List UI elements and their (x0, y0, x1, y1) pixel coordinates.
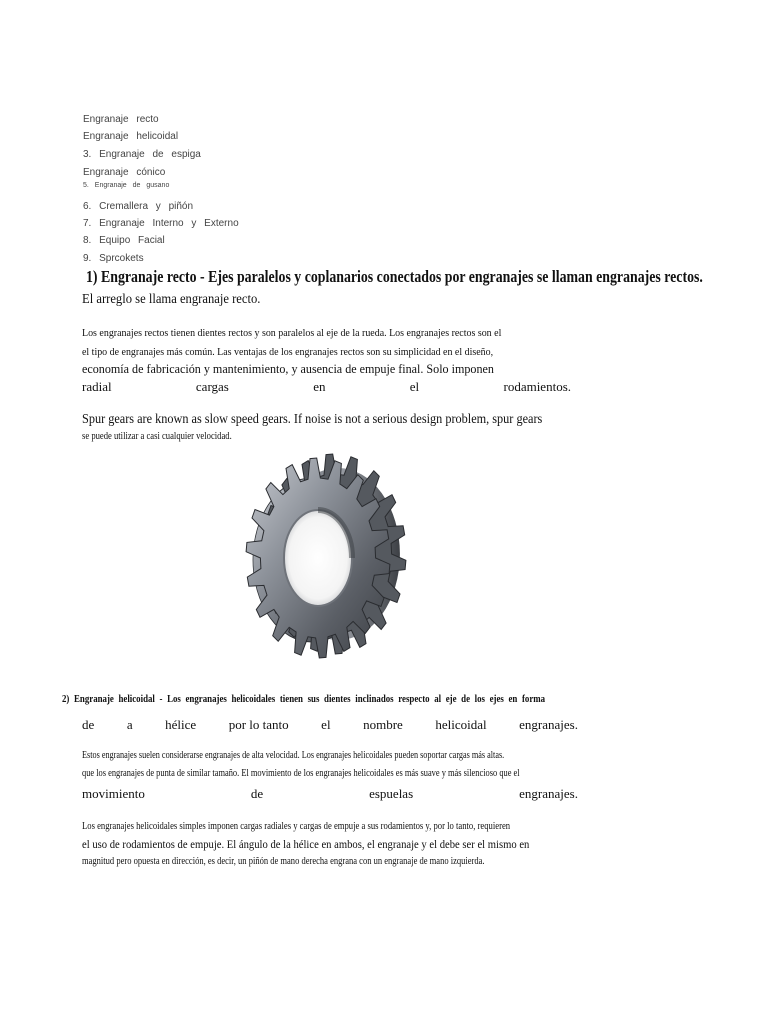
list-item: Engranaje helicoidal (83, 131, 179, 142)
section1-paragraph-justified-line (82, 379, 571, 395)
word: el (321, 717, 331, 732)
word: nombre (363, 717, 403, 732)
section1-paragraph-line: economía de fabricación y mantenimiento, y ausencia de empuje final. Solo imponen (82, 361, 494, 376)
word: movimiento (82, 786, 145, 801)
word: en (313, 379, 326, 394)
word: helicoidal (435, 717, 487, 732)
section2-heading: 2) Engranaje helicoidal - Los engranajes helicoidales tienen sus dientes inclinados respecto al eje de los ejes en forma (62, 693, 546, 705)
section1-paragraph-line: Spur gears are known as slow speed gears. If noise is not a serious design problem, spur gears (82, 412, 543, 427)
section1-subheading: El arreglo se llama engranaje recto. (82, 292, 261, 307)
spur-gear-image (226, 446, 422, 668)
list-item: Engranaje recto (83, 114, 159, 125)
word: radial (82, 379, 112, 394)
section2-paragraph-line: el uso de rodamientos de empuje. El ángulo de la hélice en ambos, el engranaje y el debe ser el mismo en (82, 837, 530, 851)
section2-heading-justified-line (82, 717, 578, 733)
section2-paragraph-line: Estos engranajes suelen considerarse engranajes de alta velocidad. Los engranajes helicoidales pueden soportar cargas más altas. (82, 750, 505, 761)
list-item: 3. Engranaje de espiga (83, 149, 201, 160)
list-item: 6. Cremallera y piñón (83, 201, 194, 212)
section2-paragraph-line: magnitud pero opuesta en dirección, es decir, un piñón de mano derecha engrana con un engranaje de mano izquierda. (82, 856, 485, 867)
list-item: 5. Engranaje de gusano (83, 182, 170, 189)
word: el (409, 379, 420, 394)
section1-paragraph-line: el tipo de engranajes más común. Las ventajas de los engranajes rectos son su simplicidad en el diseño, (82, 346, 494, 358)
word: rodamientos. (503, 379, 571, 394)
list-item: Engranaje cónico (83, 167, 166, 178)
section2-paragraph-line: que los engranajes de punta de similar tamaño. El movimiento de los engranajes helicoidales es más suave y más silencioso que el (82, 768, 520, 779)
list-item: 7. Engranaje Interno y Externo (83, 218, 239, 229)
word: de (250, 786, 264, 801)
section2-paragraph-line: Los engranajes helicoidales simples imponen cargas radiales y cargas de empuje a sus rodamientos y, por lo tanto, requieren (82, 821, 511, 832)
word: a (126, 717, 133, 732)
section1-paragraph-line: se puede utilizar a casi cualquier velocidad. (82, 431, 232, 442)
word: por lo tanto (228, 717, 289, 732)
section1-heading: 1) Engranaje recto - Ejes paralelos y coplanarios conectados por engranajes se llaman engranajes rectos. (86, 267, 703, 286)
word: engranajes. (519, 786, 578, 801)
section1-paragraph-line: Los engranajes rectos tienen dientes rectos y son paralelos al eje de la rueda. Los engranajes rectos son el (82, 327, 502, 339)
section2-paragraph-justified-line (82, 786, 578, 802)
list-item: 9. Sprcokets (83, 253, 144, 264)
list-item: 8. Equipo Facial (83, 235, 165, 246)
word: cargas (195, 379, 229, 394)
word: espuelas (369, 786, 414, 801)
word: hélice (165, 717, 197, 732)
word: engranajes. (519, 717, 578, 732)
word: de (82, 717, 95, 732)
